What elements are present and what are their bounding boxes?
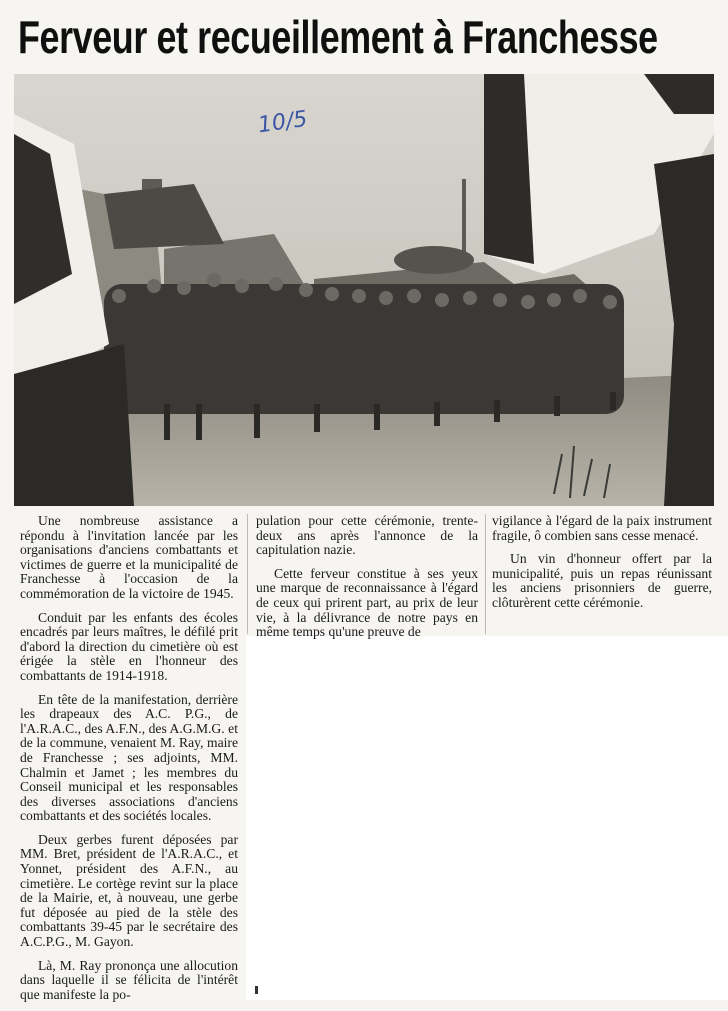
paragraph: Un vin d'honneur offert par la municipalité, puis un repas réunissant les anciens prisonniers de guerre, clôturèrent cette cérémonie. <box>492 551 712 610</box>
photo-scene <box>14 74 714 506</box>
paragraph: En tête de la manifestation, derrière les drapeaux des A.C. P.G., de l'A.R.A.C., des A.F.N., des A.G.M.G. et de la commune, venaient M. Ray, maire de Franchesse ; ses adjoints, MM. Chalmin et Jamet ; les membres du Conseil municipal et les responsables des diverses associations d'anciens combattants et des sociétés locales. <box>20 691 238 824</box>
blank-page-area <box>246 636 728 1000</box>
column-divider <box>485 514 486 634</box>
article-title: Ferveur et recueillement à Franchesse <box>18 11 658 63</box>
handwritten-date-note: 10/5 <box>256 106 309 139</box>
commemoration-photo <box>14 74 714 506</box>
paragraph: Une nombreuse assistance a répondu à l'invitation lancée par les organisations d'anciens combattants et victimes de guerre et la municipalité de Franchesse à l'occasion de la commémoration de la victoire de 1945. <box>20 513 238 601</box>
article-column-1 <box>20 514 238 1011</box>
article-column-3 <box>492 514 712 620</box>
paragraph: pulation pour cette cérémonie, trente-deux ans après l'annonce de la capitulation nazie. <box>256 513 478 558</box>
paragraph: Conduit par les enfants des écoles encadrés par leurs maîtres, le défilé prit d'abord la direction du cimetière où est érigée la stèle en l'honneur des combattants de 1914-1918. <box>20 609 238 683</box>
paragraph: Deux gerbes furent déposées par MM. Bret, président de l'A.R.A.C., et Yonnet, président des A.F.N., au cimetière. Le cortège revint sur la place de la Mairie, et, à nouveau, une gerbe fut déposée au pied de la stèle des combattants 39-45 par le secrétaire des A.C.P.G., M. Gayon. <box>20 831 238 950</box>
column-divider <box>247 514 248 634</box>
trees-background <box>394 246 474 274</box>
article-column-2 <box>256 514 478 649</box>
paragraph: vigilance à l'égard de la paix instrument fragile, ô combien sans cesse menacé. <box>492 513 712 543</box>
crowd <box>104 284 624 414</box>
paragraph: Cette ferveur constitue à ses yeux une marque de reconnaissance à l'égard de ceux qui prirent part, au prix de leur vie, à la délivrance de notre pays en même temps qu'une preuve de <box>256 565 478 640</box>
paragraph: Là, M. Ray prononça une allocution dans laquelle il se félicita de l'intérêt que manifeste la po- <box>20 957 238 1002</box>
clipping-edge-mark <box>255 986 258 994</box>
